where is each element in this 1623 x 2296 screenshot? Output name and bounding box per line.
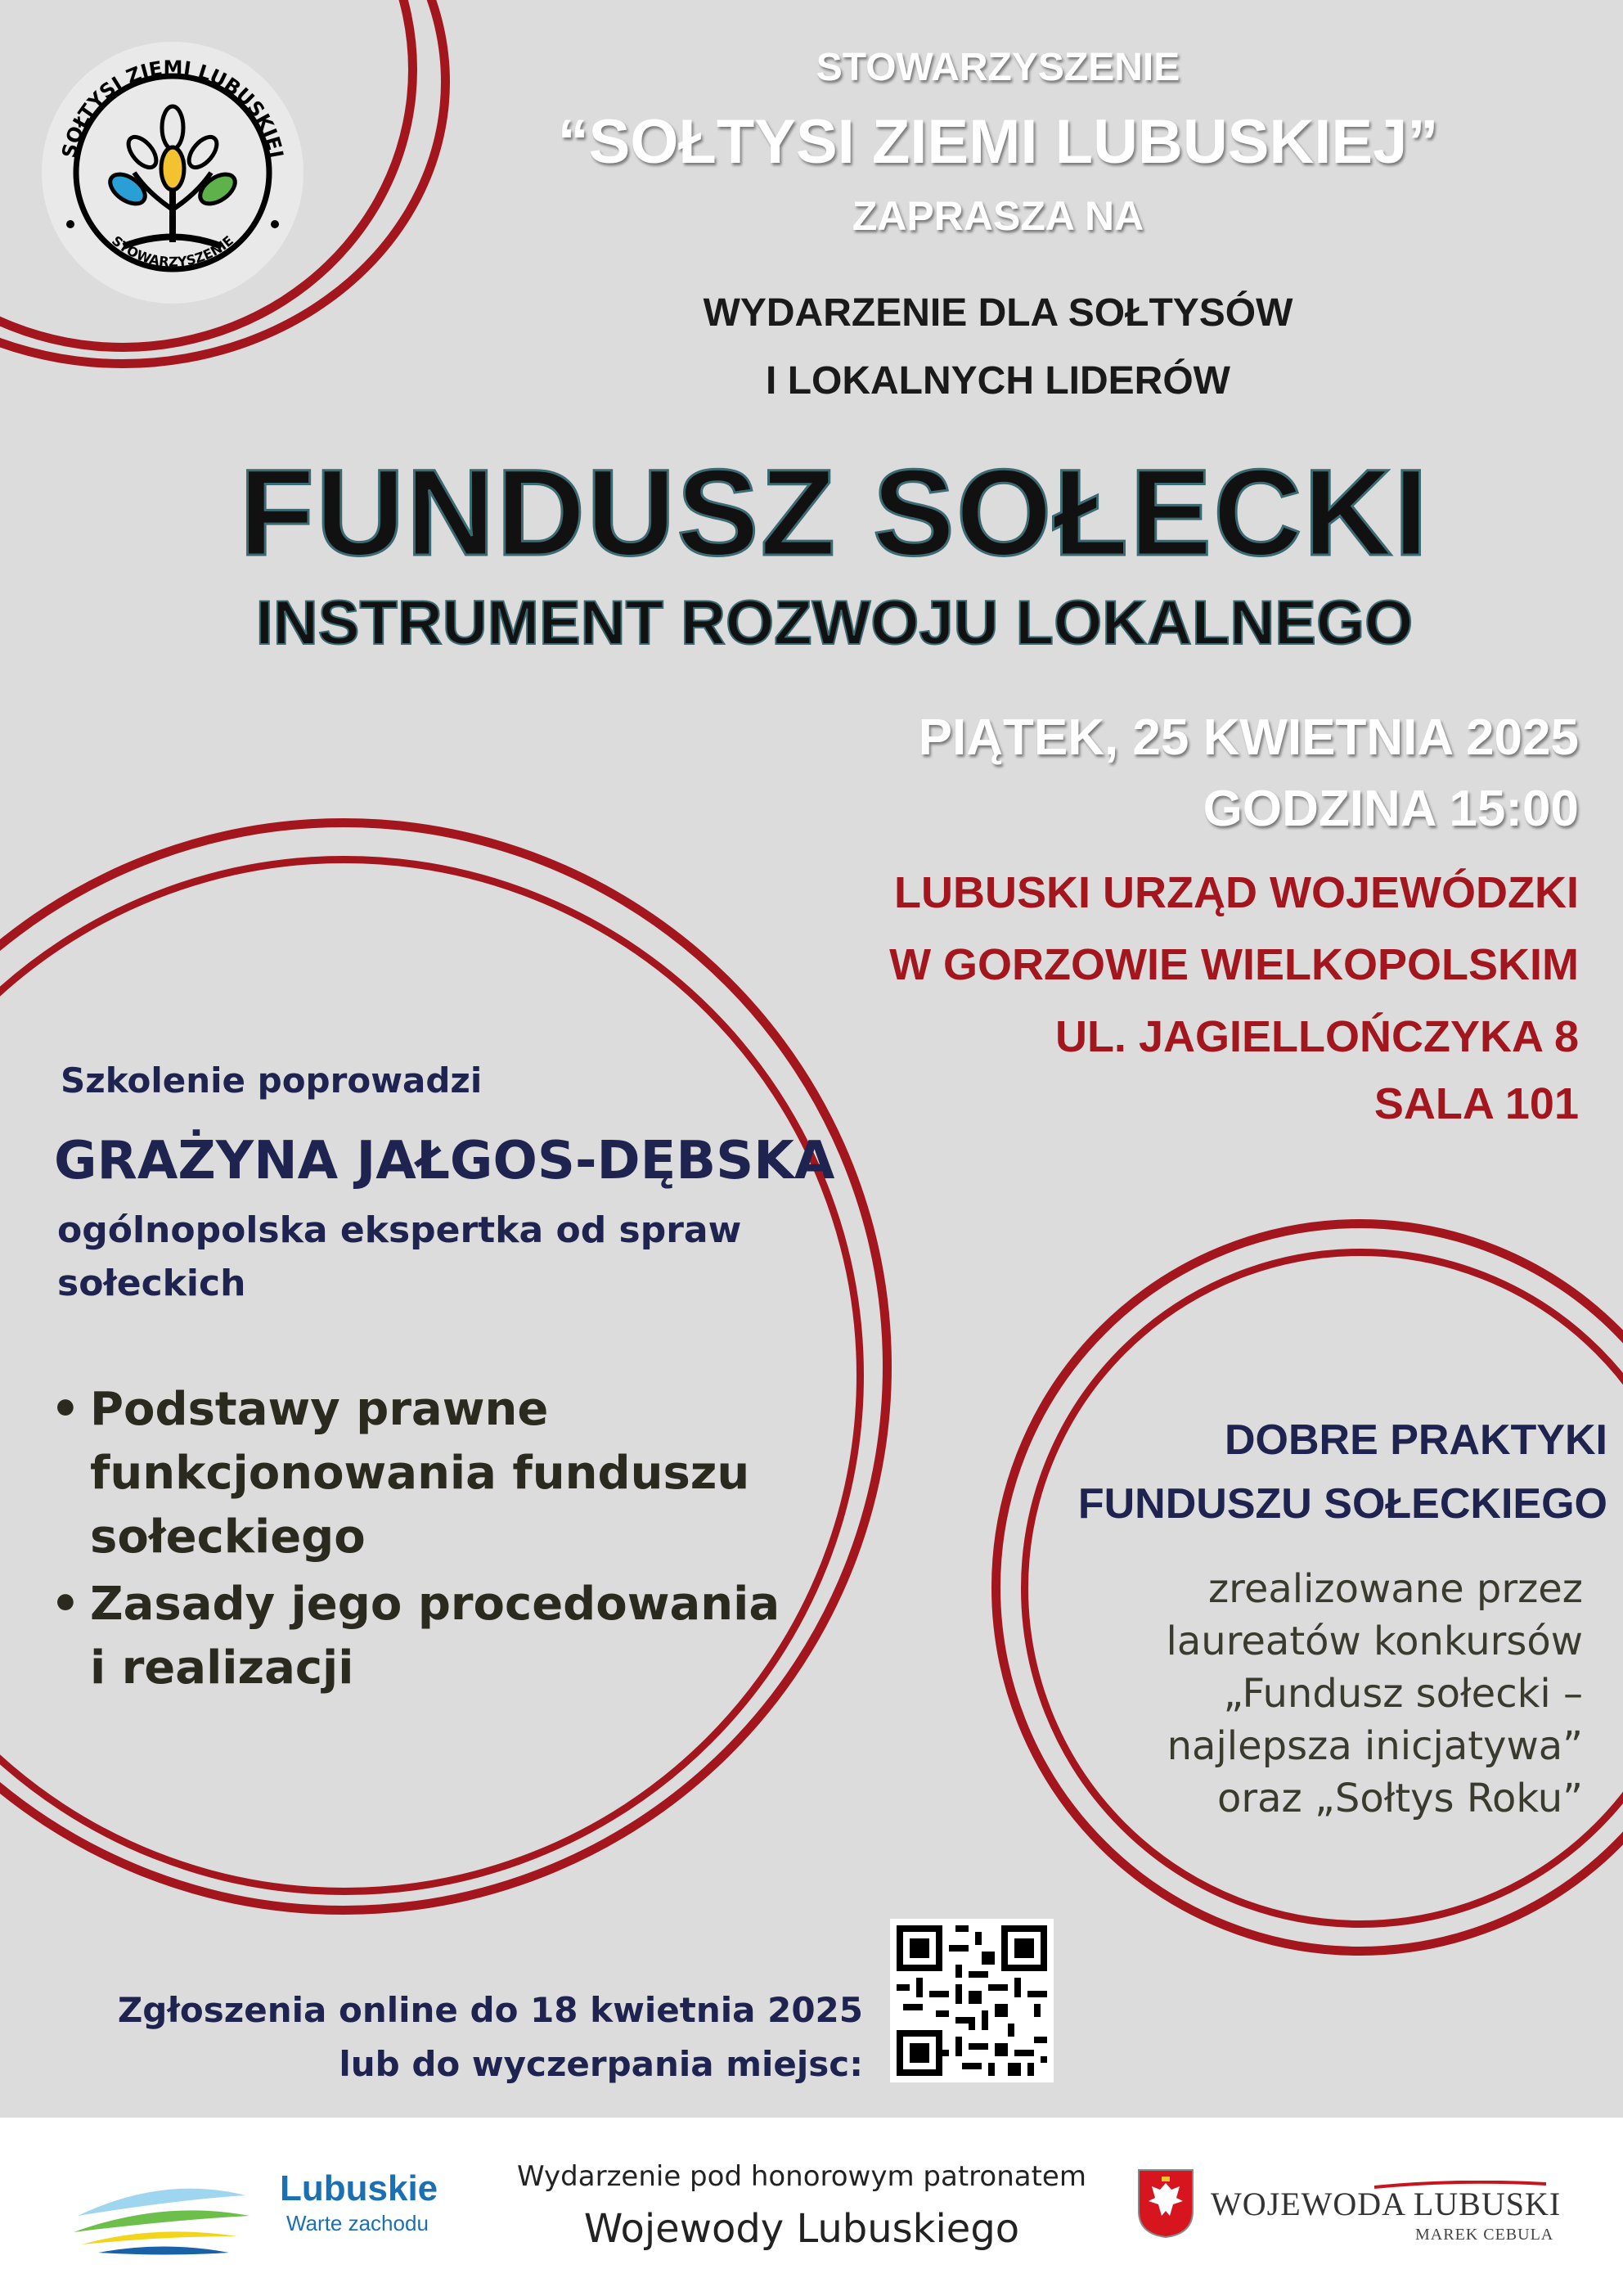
- lubuskie-tagline: Warte zachodu: [286, 2211, 429, 2235]
- registration-qr-code[interactable]: [890, 1919, 1054, 2082]
- trainer-intro: Szkolenie poprowadzi: [61, 1060, 483, 1101]
- org-line-2: “SOŁTYSI ZIEMI LUBUSKIEJ”: [557, 107, 1439, 177]
- org-line-3: ZAPRASZA NA: [852, 193, 1144, 239]
- practices-desc-line: najlepsza inicjatywa”: [1167, 1723, 1583, 1769]
- topics-list: [51, 1378, 780, 1700]
- practices-desc-line: „Fundusz sołecki –: [1223, 1671, 1583, 1717]
- registration-line-2: lub do wyczerpania miejsc:: [339, 2044, 863, 2084]
- wojewoda-flag-stroke: [1374, 2177, 1546, 2185]
- patronage-line-2: Wojewody Lubuskiego: [583, 2206, 1020, 2252]
- trainer-desc-line-1: ogólnopolska ekspertka od spraw: [57, 1209, 742, 1251]
- practices-desc-line: oraz „Sołtys Roku”: [1217, 1776, 1583, 1821]
- footer: [0, 2118, 1623, 2296]
- sub-title: INSTRUMENT ROZWOJU LOKALNEGO: [255, 588, 1414, 658]
- practices-desc-line: laureatów konkursów: [1166, 1618, 1583, 1664]
- lubuskie-name: Lubuskie: [280, 2168, 438, 2208]
- org-line-1: STOWARZYSZENIE: [816, 46, 1180, 89]
- topic-2-line-2: i realizacji: [90, 1641, 354, 1695]
- topic-2-line-1: Zasady jego procedowania: [90, 1578, 780, 1631]
- poland-eagle-emblem-icon: [1137, 2168, 1194, 2239]
- logo-ring-text-bottom: STOWARZYSZENIE: [109, 232, 236, 270]
- practices-desc-line: zrealizowane przez: [1207, 1566, 1583, 1612]
- topic-1-line-2: funkcjonowania funduszu: [90, 1447, 750, 1500]
- event-time: GODZINA 15:00: [1203, 781, 1579, 837]
- venue-line-3: UL. JAGIELLOŃCZYKA 8: [1054, 1012, 1579, 1061]
- practices-title-line-1: DOBRE PRAKTYKI: [1224, 1416, 1607, 1464]
- topic-item: [51, 1378, 780, 1569]
- venue-line-4: SALA 101: [1373, 1079, 1579, 1128]
- event-line-2: I LOKALNYCH LIDERÓW: [766, 359, 1230, 403]
- venue-line-1: LUBUSKI URZĄD WOJEWÓDZKI: [894, 868, 1579, 917]
- practices-title-line-2: FUNDUSZU SOŁECKIEGO: [1077, 1480, 1607, 1528]
- venue-line-2: W GORZOWIE WIELKOPOLSKIM: [889, 940, 1579, 989]
- event-line-1: WYDARZENIE DLA SOŁTYSÓW: [703, 291, 1293, 335]
- topic-1-line-1: Podstawy prawne: [90, 1383, 549, 1436]
- association-logo: [38, 38, 308, 308]
- main-title: FUNDUSZ SOŁECKI: [239, 443, 1430, 581]
- lubuskie-logo: [74, 2150, 254, 2273]
- practices-description: [1014, 1563, 1583, 1825]
- wojewoda-title: WOJEWODA LUBUSKI: [1211, 2186, 1562, 2222]
- trainer-desc-line-2: sołeckich: [57, 1263, 246, 1304]
- topic-1-line-3: sołeckiego: [90, 1510, 366, 1564]
- event-date: PIĄTEK, 25 KWIETNIA 2025: [918, 709, 1579, 766]
- logo-ring-text-top: SOŁTYSI ZIEMI LUBUSKIEJ: [57, 56, 288, 160]
- wojewoda-name: MAREK CEBULA: [1415, 2226, 1554, 2244]
- topic-item: [51, 1573, 780, 1700]
- trainer-name: GRAŻYNA JAŁGOS-DĘBSKA: [54, 1131, 835, 1191]
- registration-line-1: Zgłoszenia online do 18 kwietnia 2025: [117, 1990, 863, 2030]
- patronage-line-1: Wydarzenie pod honorowym patronatem: [517, 2160, 1086, 2193]
